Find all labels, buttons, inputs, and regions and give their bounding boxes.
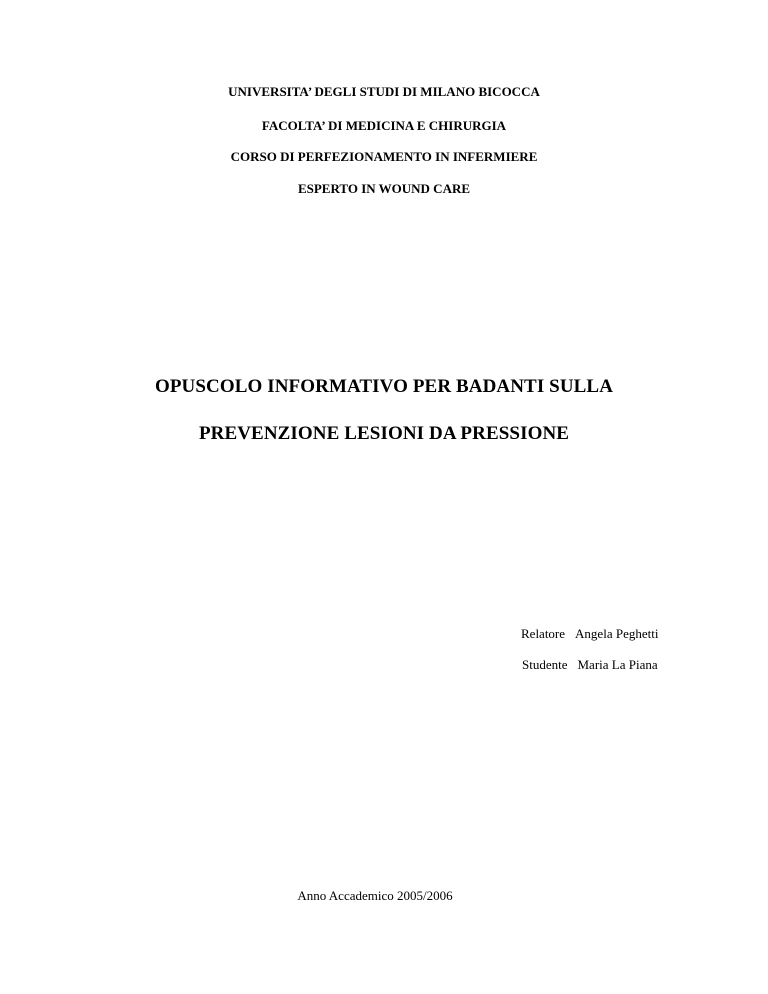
studente-row (522, 657, 658, 673)
academic-year: Anno Accademico 2005/2006 (297, 888, 453, 903)
document-title-line-2: PREVENZIONE LESIONI DA PRESSIONE (198, 423, 570, 444)
document-title-line-1: OPUSCOLO INFORMATIVO PER BADANTI SULLA (154, 376, 614, 397)
relatore-name: Angela Peghetti (575, 626, 659, 641)
relatore-label: Relatore (521, 626, 566, 641)
relatore-row (521, 626, 658, 642)
course-specialization: ESPERTO IN WOUND CARE (297, 181, 471, 196)
studente-label: Studente (522, 657, 568, 672)
faculty-name: FACOLTA’ DI MEDICINA E CHIRURGIA (261, 118, 507, 133)
university-name: UNIVERSITA’ DEGLI STUDI DI MILANO BICOCCA (228, 84, 540, 99)
course-name: CORSO DI PERFEZIONAMENTO IN INFERMIERE (230, 149, 538, 164)
studente-name: Maria La Piana (577, 657, 658, 672)
